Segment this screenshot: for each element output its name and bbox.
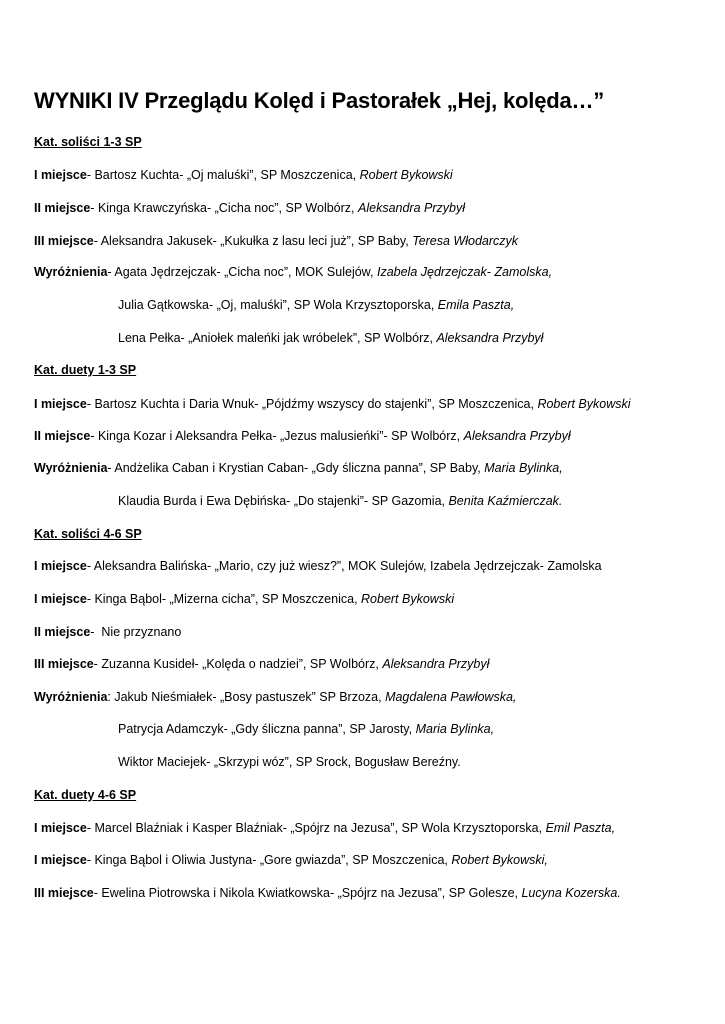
place-label: Wyróżnienia bbox=[34, 690, 108, 704]
teacher-name: Lucyna Kozerska. bbox=[521, 886, 621, 900]
result-text: Bartosz Kuchta- „Oj maluśki”, SP Moszczenica, bbox=[94, 168, 360, 182]
result-line: Wyróżnienia- Andżelika Caban i Krystian Caban- „Gdy śliczna panna”, SP Baby, Maria Bylinka, bbox=[34, 461, 563, 475]
result-text: Agata Jędrzejczak- „Cicha noc”, MOK Sulejów, bbox=[114, 265, 377, 279]
result-text: Kinga Bąbol- „Mizerna cicha”, SP Moszczenica, bbox=[94, 592, 362, 606]
place-label: II miejsce bbox=[34, 201, 91, 215]
place-label: I miejsce bbox=[34, 592, 87, 606]
result-text: Klaudia Burda i Ewa Dębińska- „Do stajenki”- SP Gazomia, bbox=[118, 494, 449, 508]
teacher-name: Aleksandra Przybył bbox=[358, 201, 465, 215]
result-text: Andżelika Caban i Krystian Caban- „Gdy śliczna panna”, SP Baby, bbox=[114, 461, 485, 475]
result-text: Jakub Nieśmiałek- „Bosy pastuszek” SP Brzoza, bbox=[114, 690, 386, 704]
teacher-name: Benita Kaźmierczak. bbox=[448, 494, 563, 508]
result-line: II miejsce- Kinga Krawczyńska- „Cicha noc”, SP Wolbórz, Aleksandra Przybył bbox=[34, 201, 465, 215]
place-label: II miejsce bbox=[34, 429, 91, 443]
teacher-name: Robert Bykowski bbox=[361, 592, 455, 606]
result-line: Wyróżnienia: Jakub Nieśmiałek- „Bosy pastuszek” SP Brzoza, Magdalena Pawłowska, bbox=[34, 690, 517, 704]
place-label: III miejsce bbox=[34, 657, 94, 671]
result-text: Patrycja Adamczyk- „Gdy śliczna panna”, SP Jarosty, bbox=[118, 722, 416, 736]
result-text: Kinga Krawczyńska- „Cicha noc”, SP Wolbórz, bbox=[97, 201, 358, 215]
result-line: I miejsce- Bartosz Kuchta i Daria Wnuk- „Pójdźmy wszyscy do stajenki”, SP Moszczenica, Robert Bykowski bbox=[34, 397, 631, 411]
place-label: I miejsce bbox=[34, 821, 87, 835]
result-text: Aleksandra Balińska- „Mario, czy już wiesz?”, MOK Sulejów, Izabela Jędrzejczak- Zamolska bbox=[93, 559, 602, 573]
result-line bbox=[118, 721, 494, 737]
result-text: Marcel Blaźniak i Kasper Blaźniak- „Spójrz na Jezusa”, SP Wola Krzysztoporska, bbox=[94, 821, 546, 835]
place-label: Wyróżnienia bbox=[34, 265, 108, 279]
teacher-name: Robert Bykowski bbox=[359, 168, 453, 182]
teacher-name: Emil Paszta, bbox=[545, 821, 616, 835]
result-line bbox=[118, 493, 562, 509]
result-line bbox=[118, 297, 514, 313]
result-text: Kinga Kozar i Aleksandra Pełka- „Jezus malusieńki”- SP Wolbórz, bbox=[97, 429, 464, 443]
teacher-name: Aleksandra Przybył bbox=[463, 429, 571, 443]
result-line: I miejsce- Marcel Blaźniak i Kasper Blaźniak- „Spójrz na Jezusa”, SP Wola Krzysztoporska, Emil Paszta, bbox=[34, 821, 616, 835]
place-label: Wyróżnienia bbox=[34, 461, 108, 475]
result-text: Kinga Bąbol i Oliwia Justyna- „Gore gwiazda”, SP Moszczenica, bbox=[94, 853, 452, 867]
teacher-name: Izabela Jędrzejczak- Zamolska, bbox=[376, 265, 553, 279]
teacher-name: Robert Bykowski bbox=[537, 397, 631, 411]
result-line: III miejsce- Aleksandra Jakusek- „Kukułka z lasu leci już”, SP Baby, Teresa Włodarczyk bbox=[34, 234, 519, 248]
teacher-name: Maria Bylinka, bbox=[415, 722, 495, 736]
result-text: Aleksandra Jakusek- „Kukułka z lasu leci już”, SP Baby, bbox=[100, 234, 413, 248]
result-text: Lena Pełka- „Aniołek maleńki jak wróbelek”, SP Wolbórz, bbox=[118, 331, 437, 345]
result-text: Wiktor Maciejek- „Skrzypi wóz”, SP Srock, Bogusław Bereźny. bbox=[118, 755, 461, 769]
teacher-name: Emila Paszta, bbox=[437, 298, 515, 312]
result-line: I miejsce- Kinga Bąbol i Oliwia Justyna- „Gore gwiazda”, SP Moszczenica, Robert Bykowski, bbox=[34, 853, 548, 867]
page-title: WYNIKI IV Przeglądu Kolęd i Pastorałek „Hej, kolęda…” bbox=[34, 88, 605, 113]
category-heading: Kat. duety 1-3 SP bbox=[34, 363, 137, 377]
place-label: I miejsce bbox=[34, 168, 87, 182]
result-line bbox=[118, 754, 461, 770]
category-heading: Kat. soliści 1-3 SP bbox=[34, 135, 142, 149]
result-line: III miejsce- Ewelina Piotrowska i Nikola Kwiatkowska- „Spójrz na Jezusa”, SP Golesze, Lucyna Kozerska. bbox=[34, 886, 621, 900]
result-line: II miejsce- Nie przyznano bbox=[34, 625, 182, 639]
teacher-name: Maria Bylinka, bbox=[484, 461, 563, 475]
category-heading: Kat. duety 4-6 SP bbox=[34, 788, 137, 802]
result-text: Ewelina Piotrowska i Nikola Kwiatkowska- „Spójrz na Jezusa”, SP Golesze, bbox=[101, 886, 522, 900]
place-label: I miejsce bbox=[34, 397, 87, 411]
result-text: Julia Gątkowska- „Oj, maluśki”, SP Wola Krzysztoporska, bbox=[118, 298, 438, 312]
result-line: II miejsce- Kinga Kozar i Aleksandra Pełka- „Jezus malusieńki”- SP Wolbórz, Aleksandra Przybył bbox=[34, 429, 571, 443]
result-line: I miejsce- Kinga Bąbol- „Mizerna cicha”, SP Moszczenica, Robert Bykowski bbox=[34, 592, 455, 606]
place-label: I miejsce bbox=[34, 559, 87, 573]
category-heading: Kat. soliści 4-6 SP bbox=[34, 527, 142, 541]
result-text: Bartosz Kuchta i Daria Wnuk- „Pójdźmy wszyscy do stajenki”, SP Moszczenica, bbox=[94, 397, 538, 411]
result-text: Nie przyznano bbox=[101, 625, 182, 639]
teacher-name: Robert Bykowski, bbox=[451, 853, 548, 867]
result-text: Zuzanna Kusideł- „Kolęda o nadziei”, SP Wolbórz, bbox=[101, 657, 383, 671]
result-line: I miejsce- Aleksandra Balińska- „Mario, czy już wiesz?”, MOK Sulejów, Izabela Jędrzejczak- Zamolska bbox=[34, 559, 602, 573]
result-line bbox=[118, 330, 543, 346]
teacher-name: Aleksandra Przybył bbox=[436, 331, 544, 345]
teacher-name: Teresa Włodarczyk bbox=[412, 234, 519, 248]
result-line: I miejsce- Bartosz Kuchta- „Oj maluśki”, SP Moszczenica, Robert Bykowski bbox=[34, 168, 453, 182]
teacher-name: Magdalena Pawłowska, bbox=[385, 690, 517, 704]
result-line: III miejsce- Zuzanna Kusideł- „Kolęda o nadziei”, SP Wolbórz, Aleksandra Przybył bbox=[34, 657, 490, 671]
teacher-name: Aleksandra Przybył bbox=[382, 657, 490, 671]
place-label: II miejsce bbox=[34, 625, 91, 639]
result-line: Wyróżnienia- Agata Jędrzejczak- „Cicha noc”, MOK Sulejów, Izabela Jędrzejczak- Zamolska, bbox=[34, 265, 553, 279]
place-label: I miejsce bbox=[34, 853, 87, 867]
place-label: III miejsce bbox=[34, 234, 94, 248]
place-label: III miejsce bbox=[34, 886, 94, 900]
